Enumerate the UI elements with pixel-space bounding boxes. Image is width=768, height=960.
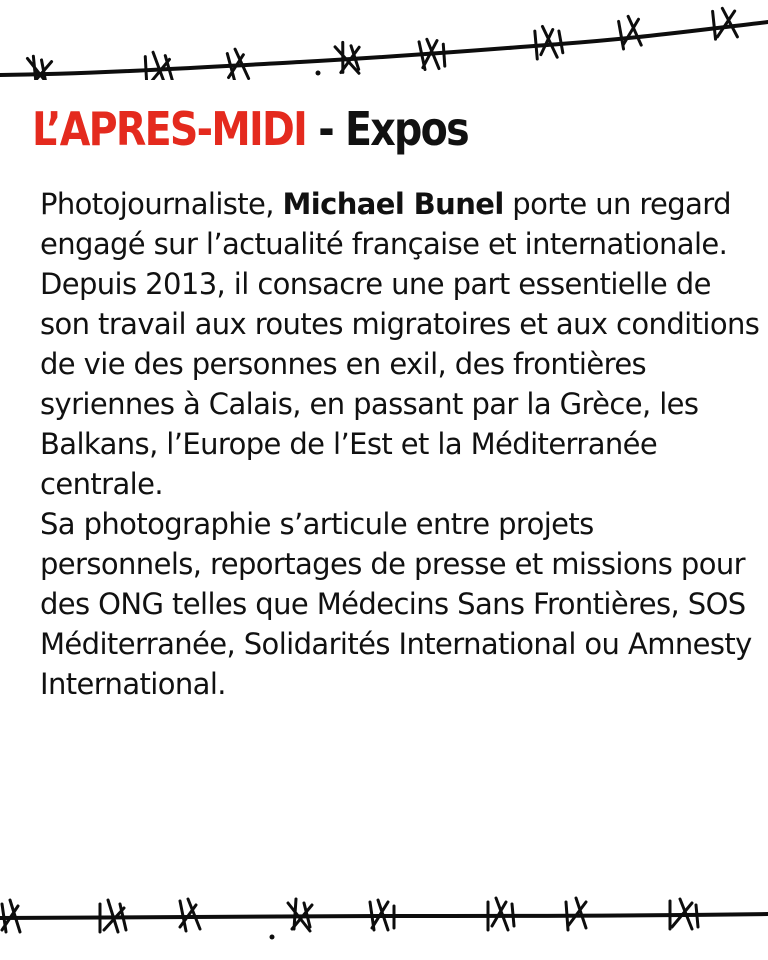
title-separator: - [306, 102, 345, 156]
bio-paragraph-1 [40, 184, 760, 264]
title-section: Expos [344, 102, 468, 156]
barbed-wire-top-icon [0, 0, 768, 80]
barbed-wire-bottom-icon [0, 880, 768, 960]
photographer-name: Michael Bunel [282, 187, 504, 221]
bio-intro-rest: porte un regard engagé sur l’actualité française et internationale. [40, 187, 731, 261]
page-title [32, 103, 468, 156]
bio-text [40, 184, 760, 704]
bio-paragraph-2: Depuis 2013, il consacre une part essentielle de son travail aux routes migratoires et aux conditions de vie des personnes en exil, des frontières syriennes à Calais, en passant par la Grèce, les Balkans, l’Europe de l’Est et la Méditerranée centrale. [40, 267, 760, 501]
bio-intro: Photojournaliste, [40, 187, 283, 221]
title-event-name: L’APRES-MIDI [32, 102, 307, 156]
bio-paragraph-3: Sa photographie s’articule entre projets personnels, reportages de presse et missions pour des ONG telles que Médecins Sans Frontières, SOS Méditerranée, Solidarités International ou Amnesty International. [40, 507, 752, 701]
